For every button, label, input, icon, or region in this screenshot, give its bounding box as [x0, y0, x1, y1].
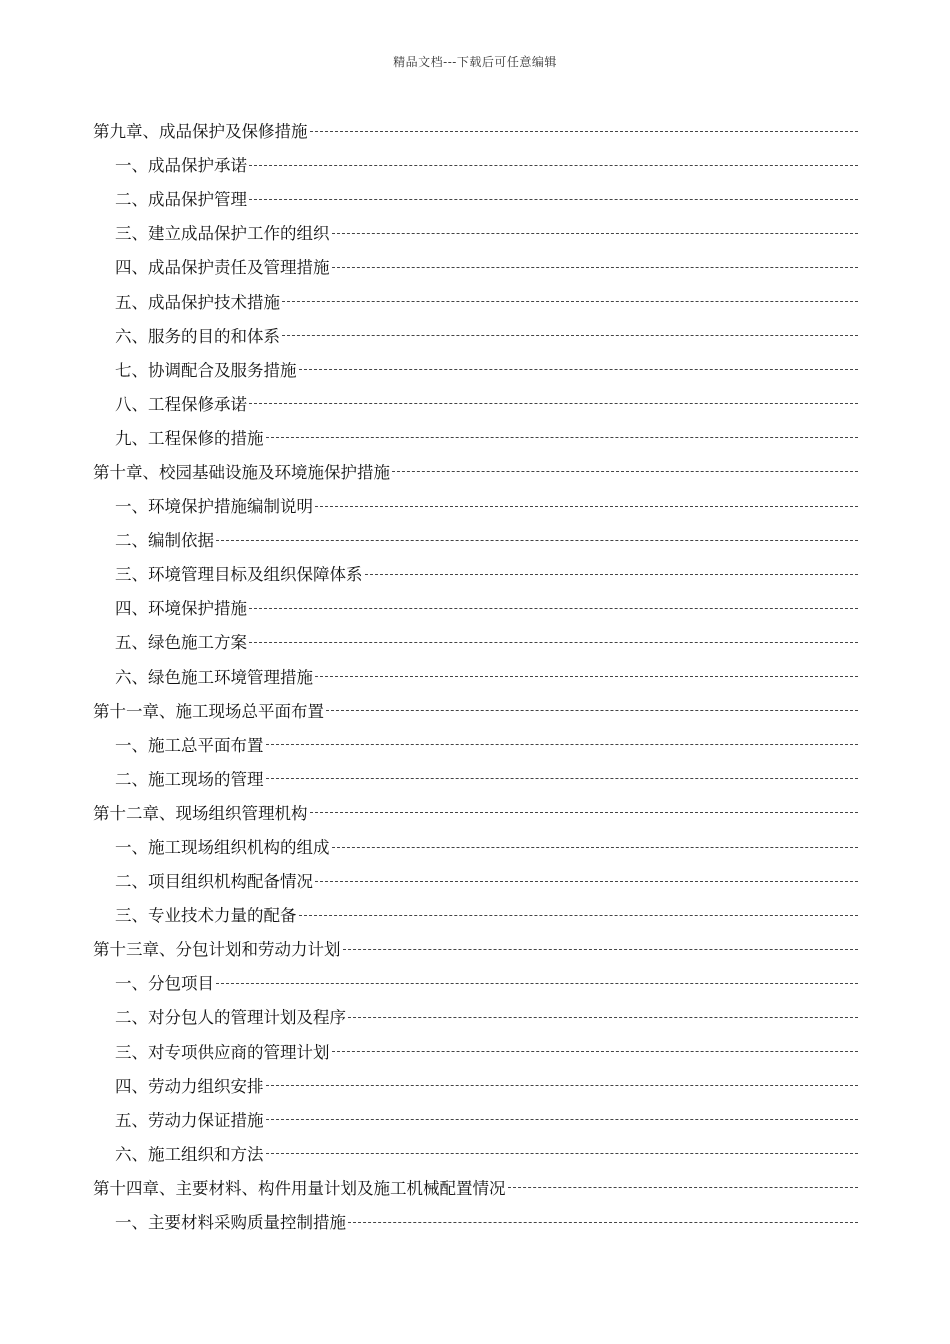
- toc-entry-title: 四、成品保护责任及管理措施: [115, 258, 330, 278]
- toc-section-entry[interactable]: [93, 761, 858, 795]
- toc-section-entry[interactable]: [93, 727, 858, 761]
- toc-dot-leader: [249, 642, 858, 643]
- toc-dot-leader: [249, 608, 858, 609]
- toc-entry-title: 一、环境保护措施编制说明: [115, 497, 313, 517]
- toc-entry-title: 三、环境管理目标及组织保障体系: [115, 565, 363, 585]
- toc-entry-title: 第十四章、主要材料、构件用量计划及施工机械配置情况: [93, 1178, 506, 1198]
- toc-dot-leader: [249, 165, 858, 166]
- toc-dot-leader: [266, 437, 859, 438]
- toc-section-entry[interactable]: [93, 1102, 858, 1136]
- toc-entry-title: 九、工程保修的措施: [115, 428, 264, 448]
- toc-section-entry[interactable]: [93, 420, 858, 454]
- toc-entry-title: 六、施工组织和方法: [115, 1144, 264, 1164]
- toc-section-entry[interactable]: [93, 659, 858, 693]
- toc-dot-leader: [266, 744, 859, 745]
- toc-dot-leader: [332, 847, 859, 848]
- toc-chapter-entry[interactable]: [93, 931, 858, 965]
- toc-entry-title: 六、服务的目的和体系: [115, 326, 280, 346]
- toc-section-entry[interactable]: [93, 1034, 858, 1068]
- toc-entry-title: 第十章、校园基础设施及环境施保护措施: [93, 462, 390, 482]
- toc-section-entry[interactable]: [93, 863, 858, 897]
- toc-entry-title: 四、环境保护措施: [115, 599, 247, 619]
- toc-section-entry[interactable]: [93, 556, 858, 590]
- toc-dot-leader: [315, 881, 858, 882]
- toc-section-entry[interactable]: [93, 1204, 858, 1238]
- toc-section-entry[interactable]: [93, 829, 858, 863]
- toc-dot-leader: [508, 1187, 859, 1188]
- table-of-contents: [93, 113, 858, 1238]
- toc-dot-leader: [326, 710, 858, 711]
- toc-dot-leader: [332, 233, 859, 234]
- toc-dot-leader: [365, 574, 859, 575]
- toc-entry-title: 二、对分包人的管理计划及程序: [115, 1008, 346, 1028]
- toc-dot-leader: [282, 301, 858, 302]
- toc-section-entry[interactable]: [93, 318, 858, 352]
- toc-section-entry[interactable]: [93, 215, 858, 249]
- toc-dot-leader: [332, 1051, 859, 1052]
- toc-section-entry[interactable]: [93, 1068, 858, 1102]
- toc-section-entry[interactable]: [93, 1136, 858, 1170]
- toc-entry-title: 二、项目组织机构配备情况: [115, 872, 313, 892]
- toc-dot-leader: [266, 1119, 859, 1120]
- toc-entry-title: 三、建立成品保护工作的组织: [115, 224, 330, 244]
- toc-entry-title: 三、专业技术力量的配备: [115, 906, 297, 926]
- toc-chapter-entry[interactable]: [93, 454, 858, 488]
- toc-entry-title: 第九章、成品保护及保修措施: [93, 122, 308, 142]
- toc-section-entry[interactable]: [93, 386, 858, 420]
- toc-entry-title: 第十一章、施工现场总平面布置: [93, 701, 324, 721]
- toc-entry-title: 一、施工总平面布置: [115, 735, 264, 755]
- toc-entry-title: 三、对专项供应商的管理计划: [115, 1042, 330, 1062]
- toc-section-entry[interactable]: [93, 897, 858, 931]
- toc-dot-leader: [216, 983, 858, 984]
- toc-section-entry[interactable]: [93, 181, 858, 215]
- toc-dot-leader: [310, 131, 859, 132]
- toc-entry-title: 八、工程保修承诺: [115, 394, 247, 414]
- toc-dot-leader: [299, 369, 859, 370]
- toc-dot-leader: [315, 676, 858, 677]
- toc-dot-leader: [315, 506, 858, 507]
- toc-entry-title: 一、分包项目: [115, 974, 214, 994]
- toc-entry-title: 一、施工现场组织机构的组成: [115, 838, 330, 858]
- toc-section-entry[interactable]: [93, 283, 858, 317]
- toc-section-entry[interactable]: [93, 147, 858, 181]
- toc-section-entry[interactable]: [93, 624, 858, 658]
- toc-section-entry[interactable]: [93, 999, 858, 1033]
- toc-dot-leader: [266, 1085, 859, 1086]
- toc-dot-leader: [299, 915, 859, 916]
- toc-entry-title: 一、成品保护承诺: [115, 156, 247, 176]
- toc-dot-leader: [310, 812, 859, 813]
- toc-section-entry[interactable]: [93, 965, 858, 999]
- toc-dot-leader: [249, 403, 858, 404]
- toc-entry-title: 二、编制依据: [115, 531, 214, 551]
- toc-entry-title: 七、协调配合及服务措施: [115, 360, 297, 380]
- toc-entry-title: 五、劳动力保证措施: [115, 1110, 264, 1130]
- toc-section-entry[interactable]: [93, 352, 858, 386]
- toc-section-entry[interactable]: [93, 590, 858, 624]
- toc-section-entry[interactable]: [93, 488, 858, 522]
- toc-dot-leader: [348, 1222, 858, 1223]
- toc-entry-title: 六、绿色施工环境管理措施: [115, 667, 313, 687]
- toc-entry-title: 五、绿色施工方案: [115, 633, 247, 653]
- toc-entry-title: 一、主要材料采购质量控制措施: [115, 1213, 346, 1233]
- toc-section-entry[interactable]: [93, 249, 858, 283]
- toc-entry-title: 第十二章、现场组织管理机构: [93, 803, 308, 823]
- toc-entry-title: 四、劳动力组织安排: [115, 1076, 264, 1096]
- toc-entry-title: 第十三章、分包计划和劳动力计划: [93, 940, 341, 960]
- toc-dot-leader: [249, 199, 858, 200]
- toc-dot-leader: [266, 778, 859, 779]
- toc-chapter-entry[interactable]: [93, 113, 858, 147]
- toc-entry-title: 二、成品保护管理: [115, 190, 247, 210]
- toc-dot-leader: [332, 267, 859, 268]
- toc-section-entry[interactable]: [93, 522, 858, 556]
- toc-chapter-entry[interactable]: [93, 693, 858, 727]
- page-header: 精品文档---下载后可任意编辑: [393, 55, 557, 69]
- toc-dot-leader: [216, 540, 858, 541]
- toc-dot-leader: [392, 471, 858, 472]
- toc-dot-leader: [348, 1017, 858, 1018]
- toc-dot-leader: [282, 335, 858, 336]
- toc-entry-title: 二、施工现场的管理: [115, 769, 264, 789]
- toc-chapter-entry[interactable]: [93, 795, 858, 829]
- toc-dot-leader: [343, 949, 859, 950]
- toc-entry-title: 五、成品保护技术措施: [115, 292, 280, 312]
- toc-chapter-entry[interactable]: [93, 1170, 858, 1204]
- toc-dot-leader: [266, 1153, 859, 1154]
